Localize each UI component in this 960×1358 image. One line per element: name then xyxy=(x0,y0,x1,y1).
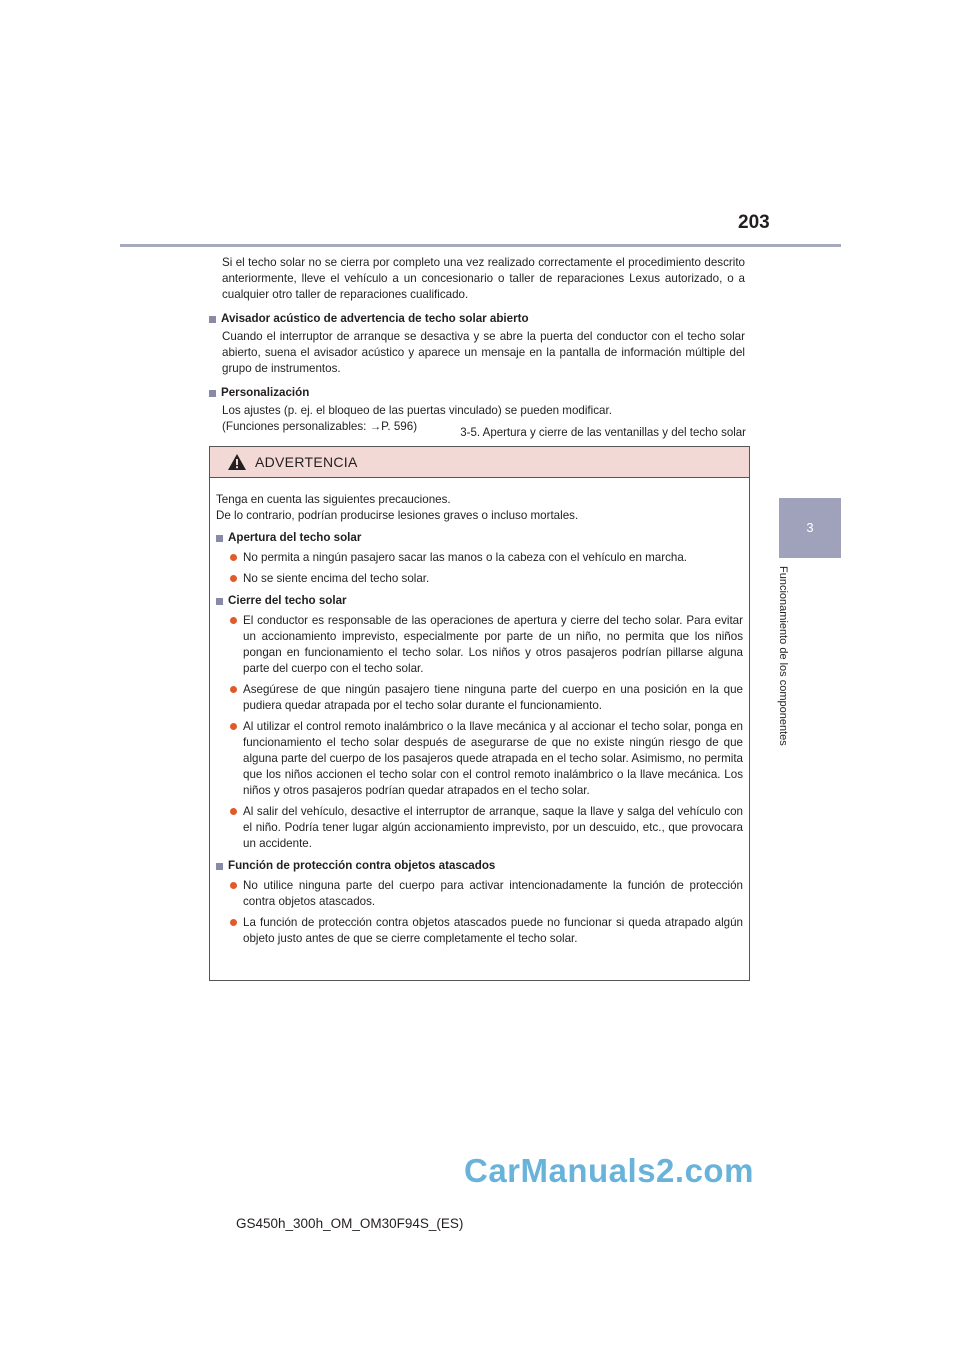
circle-bullet-icon xyxy=(230,919,237,926)
warning-bullet xyxy=(230,682,743,714)
warning-bullet xyxy=(230,571,743,587)
warning-header xyxy=(210,447,749,478)
chapter-label-text: Funcionamiento de los componentes xyxy=(777,566,789,746)
warning-bullet xyxy=(230,915,743,947)
warning-bullet-text: No se siente encima del techo solar. xyxy=(243,572,430,585)
square-bullet-icon xyxy=(216,598,223,605)
warning-intro: Tenga en cuenta las siguientes precauciones. xyxy=(216,493,451,506)
warning-group-heading-text: Apertura del techo solar xyxy=(228,531,362,544)
main-content xyxy=(209,255,745,435)
warning-bullet xyxy=(230,878,743,910)
chapter-tab xyxy=(779,498,841,558)
warning-group-heading xyxy=(216,858,743,874)
warning-bullet-text: No utilice ninguna parte del cuerpo para activar intencionadamente la función de protección contra objetos atascados. xyxy=(243,879,743,908)
warning-title: ADVERTENCIA xyxy=(255,454,358,470)
header-divider xyxy=(120,244,841,247)
warning-bullet-text: Al salir del vehículo, desactive el interruptor de arranque, saque la llave y salga del vehículo con el niño. Podría tener lugar algún accionamiento imprevisto, por un descuido, etc., que provocara un accidente. xyxy=(243,805,743,850)
square-bullet-icon xyxy=(216,535,223,542)
warning-bullet xyxy=(230,719,743,799)
square-bullet-icon xyxy=(209,390,216,397)
warning-group-heading-text: Cierre del techo solar xyxy=(228,594,347,607)
chapter-number: 3 xyxy=(806,520,814,535)
warning-box xyxy=(209,446,750,981)
section-heading-text: Personalización xyxy=(221,386,310,399)
warning-bullet-text: El conductor es responsable de las operaciones de apertura y cierre del techo solar. Para evitar un accionamiento imprevisto, especialmente por parte de un niño, no permita que los niños pongan en funcionamiento el techo solar. Los niños y otros pasajeros podrían pillarse alguna parte del cuerpo con el techo solar. xyxy=(243,614,743,675)
warning-bullet-text: La función de protección contra objetos atascados puede no funcionar si queda atrapado algún objeto justo antes de que se cierre completamente el techo solar. xyxy=(243,916,743,945)
chapter-label xyxy=(775,566,791,786)
section-title: 3-5. Apertura y cierre de las ventanillas y del techo solar xyxy=(460,427,746,439)
warning-bullet-text: Asegúrese de que ningún pasajero tiene ninguna parte del cuerpo en una posición en la que pudiera quedar atrapada por el techo solar durante el funcionamiento. xyxy=(243,683,743,712)
section-paragraph: Cuando el interruptor de arranque se desactiva y se abre la puerta del conductor con el techo solar abierto, suena el avisador acústico y aparece un mensaje en la pantalla de información múltiple del grupo de instrumentos. xyxy=(222,330,745,375)
square-bullet-icon xyxy=(216,863,223,870)
section-paragraph: Los ajustes (p. ej. el bloqueo de las puertas vinculado) se pueden modificar. xyxy=(222,404,612,417)
warning-body xyxy=(210,478,749,947)
warning-triangle-icon xyxy=(227,453,247,471)
warning-bullet xyxy=(230,804,743,852)
page-reference: (Funciones personalizables: →P. 596) xyxy=(222,420,418,433)
circle-bullet-icon xyxy=(230,808,237,815)
warning-bullet xyxy=(230,550,743,566)
section-heading xyxy=(209,311,745,327)
page-number: 203 xyxy=(738,212,770,233)
section-heading-text: Avisador acústico de advertencia de techo solar abierto xyxy=(221,312,529,325)
circle-bullet-icon xyxy=(230,882,237,889)
circle-bullet-icon xyxy=(230,554,237,561)
warning-group-heading-text: Función de protección contra objetos atascados xyxy=(228,859,496,872)
document-code: GS450h_300h_OM_OM30F94S_(ES) xyxy=(236,1216,464,1231)
warning-bullet-text: No permita a ningún pasajero sacar las manos o la cabeza con el vehículo en marcha. xyxy=(243,551,688,564)
warning-group-heading xyxy=(216,530,743,546)
warning-group-heading xyxy=(216,593,743,609)
circle-bullet-icon xyxy=(230,686,237,693)
circle-bullet-icon xyxy=(230,723,237,730)
circle-bullet-icon xyxy=(230,575,237,582)
intro-paragraph: Si el techo solar no se cierra por completo una vez realizado correctamente el procedimiento descrito anteriormente, lleve el vehículo a un concesionario o taller de reparaciones Lexus autorizado, o a cualquier otro taller de reparaciones cualificado. xyxy=(222,256,745,301)
warning-intro: De lo contrario, podrían producirse lesiones graves o incluso mortales. xyxy=(216,509,579,522)
watermark-link[interactable]: CarManuals2.com xyxy=(464,1152,754,1189)
square-bullet-icon xyxy=(209,316,216,323)
warning-bullet-text: Al utilizar el control remoto inalámbrico o la llave mecánica y al accionar el techo solar, ponga en funcionamiento el techo solar después de asegurarse de que no existe ningún riesgo de que alguna parte del cuerpo de los pasajeros quede atrapada en el techo solar. Asimismo, no permita que los niños accionen el techo solar con el control remoto inalámbrico o la llave mecánica. Los niños y otros pasajeros podrían quedar atrapados en el techo solar. xyxy=(243,720,743,797)
circle-bullet-icon xyxy=(230,617,237,624)
section-heading xyxy=(209,385,745,401)
warning-bullet xyxy=(230,613,743,677)
